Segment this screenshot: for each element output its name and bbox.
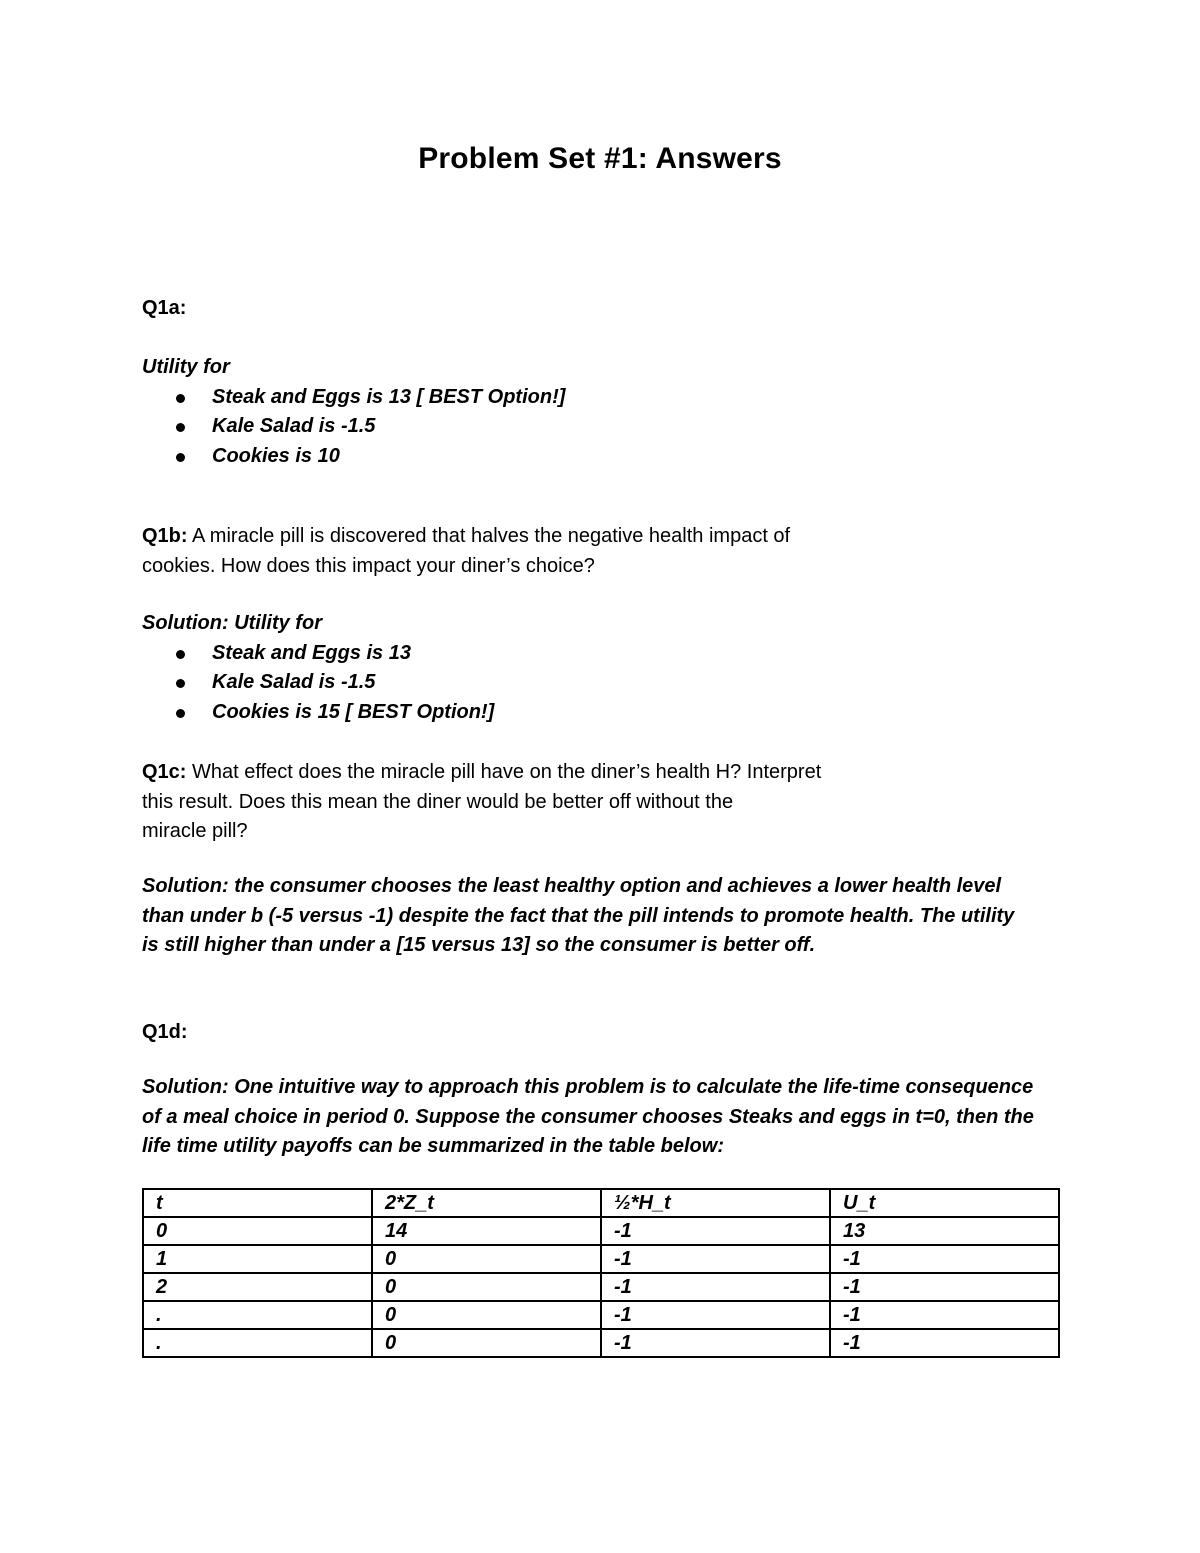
table-row (143, 1273, 1059, 1301)
table-cell: 1 (143, 1245, 372, 1273)
q1b-solution-intro: Solution: Utility for (142, 612, 322, 634)
table-cell: -1 (830, 1273, 1059, 1301)
list-item: Cookies is 10 (142, 442, 1072, 472)
table-row (143, 1329, 1059, 1357)
bullet-icon (176, 709, 185, 718)
table-header-cell: U_t (830, 1189, 1059, 1217)
table-cell: -1 (830, 1329, 1059, 1357)
table-cell: -1 (830, 1245, 1059, 1273)
q1b-list (142, 639, 1072, 728)
q1b-question: Q1b: A miracle pill is discovered that halves the negative health impact of cookies. How does this impact your diner’s choice? (142, 525, 791, 577)
table-cell: -1 (601, 1245, 830, 1273)
bullet-icon (176, 394, 185, 403)
q1c-question: Q1c: What effect does the miracle pill have on the diner’s health H? Interpret this result. Does this mean the diner would be better off without the miracle pill? (142, 761, 822, 842)
table-cell: -1 (601, 1301, 830, 1329)
q1a-intro: Utility for (142, 356, 230, 378)
q1b-solution (142, 609, 1072, 727)
list-item: Kale Salad is -1.5 (142, 412, 1072, 442)
table-header-cell: 2*Z_t (372, 1189, 601, 1217)
table-row (143, 1301, 1059, 1329)
table-cell: -1 (601, 1329, 830, 1357)
table-row (143, 1245, 1059, 1273)
q1d-section (142, 1018, 1072, 1048)
q1a-list (142, 383, 1072, 472)
list-item: Cookies is 15 [ BEST Option!] (142, 698, 1072, 728)
table-cell: . (143, 1329, 372, 1357)
q1b-section (142, 522, 1072, 581)
table-cell: -1 (830, 1301, 1059, 1329)
bullet-icon (176, 423, 185, 432)
bullet-icon (176, 650, 185, 659)
table-header-cell: t (143, 1189, 372, 1217)
table-header-cell: ½*H_t (601, 1189, 830, 1217)
table-header-row (143, 1189, 1059, 1217)
table-cell: 0 (372, 1301, 601, 1329)
list-item: Steak and Eggs is 13 (142, 639, 1072, 669)
table-cell: 0 (143, 1217, 372, 1245)
q1a-section (142, 294, 1072, 471)
q1a-label: Q1a: (142, 297, 187, 319)
table-cell: 0 (372, 1273, 601, 1301)
q1c-label: Q1c: (142, 761, 187, 783)
q1c-section (142, 758, 1072, 847)
q1d-solution: Solution: One intuitive way to approach this problem is to calculate the life-time consequence of a meal choice in period 0. Suppose the consumer chooses Steaks and eggs in t=0, then the life time utility payoffs can be summarized in the table below: (142, 1076, 1034, 1157)
q1c-solution: Solution: the consumer chooses the least healthy option and achieves a lower health level than under b (-5 versus -1) despite the fact that the pill intends to promote health. The utility is still higher than under a [15 versus 13] so the consumer is better off. (142, 875, 1015, 956)
table-cell: 14 (372, 1217, 601, 1245)
bullet-icon (176, 453, 185, 462)
q1d-label: Q1d: (142, 1021, 188, 1043)
q1b-label: Q1b: (142, 525, 188, 547)
table-cell: -1 (601, 1273, 830, 1301)
table-cell: 2 (143, 1273, 372, 1301)
list-item: Kale Salad is -1.5 (142, 668, 1072, 698)
page-title: Problem Set #1: Answers (418, 142, 782, 175)
table-row (143, 1217, 1059, 1245)
table-cell: . (143, 1301, 372, 1329)
table-cell: 13 (830, 1217, 1059, 1245)
table-cell: 0 (372, 1245, 601, 1273)
bullet-icon (176, 679, 185, 688)
list-item: Steak and Eggs is 13 [ BEST Option!] (142, 383, 1072, 413)
table-cell: -1 (601, 1217, 830, 1245)
payoff-table (142, 1188, 1060, 1358)
table-cell: 0 (372, 1329, 601, 1357)
